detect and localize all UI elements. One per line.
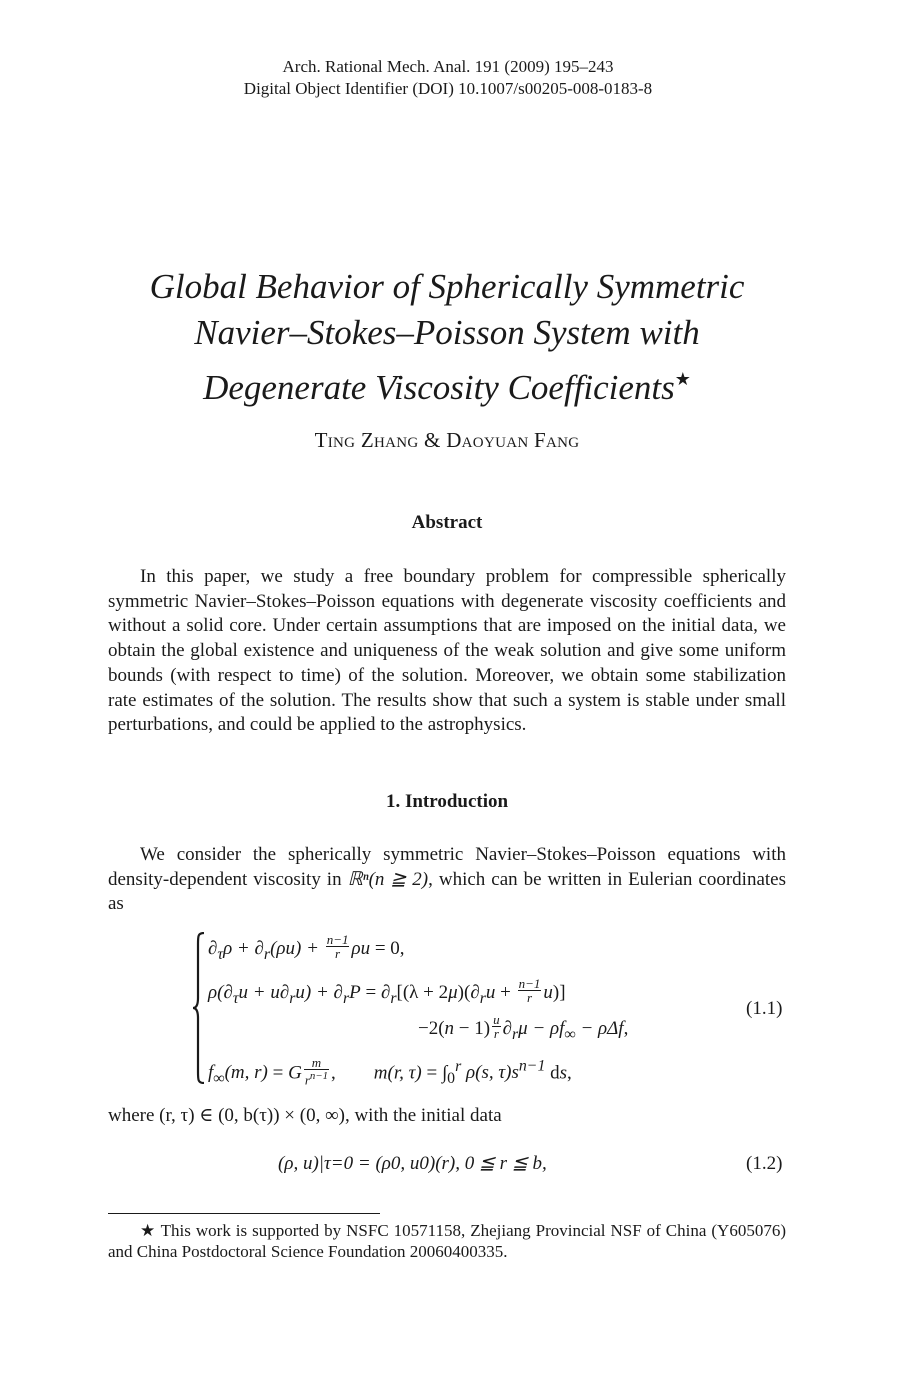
journal-header — [0, 56, 896, 100]
introduction-paragraph — [108, 843, 786, 917]
intro-inline-math: ℝⁿ(n ≧ 2) — [347, 868, 429, 890]
paper-title — [0, 264, 894, 411]
section-heading-introduction: 1. Introduction — [385, 791, 509, 812]
abstract-heading: Abstract — [411, 512, 483, 533]
title-line-3-text: Degenerate Viscosity Coefficients — [203, 368, 675, 407]
doi-line: Digital Object Identifier (DOI) 10.1007/s00205-008-0183-8 — [243, 79, 653, 98]
equation-number-1-2: (1.2) — [746, 1153, 783, 1174]
journal-citation: Arch. Rational Mech. Anal. 191 (2009) 195–243 — [282, 57, 614, 76]
footnote-divider — [108, 1213, 380, 1214]
footnote-mark: ★ — [140, 1221, 156, 1240]
equation-1-2: (ρ, u)|τ=0 = (ρ0, u0)(r), 0 ≦ r ≦ b, — [278, 1153, 547, 1174]
left-brace — [192, 932, 206, 1084]
author-list: Ting Zhang & Daoyuan Fang — [314, 428, 580, 452]
initial-data-sentence: where (r, τ) ∈ (0, b(τ)) × (0, ∞), with the initial data — [108, 1105, 502, 1126]
title-line-2: Navier–Stokes–Poisson System with — [194, 313, 700, 352]
intro-text-end: , which can be written in Eulerian coordinates as — [108, 868, 786, 915]
equation-line-gravity: $f_\infty(m$, r) = G $\frac{m}{r^{n-1}}$ , m(r, $\tau) = \int_0^r$ ρ(s, $\tau)s^{n-1}$ ds, — [208, 1054, 572, 1088]
title-line-1: Global Behavior of Spherically Symmetric — [149, 267, 745, 306]
title-footnote-mark: ★ — [674, 369, 691, 389]
footnote-text: This work is supported by NSFC 10571158, Zhejiang Provincial NSF of China (Y605076) and China Postdoctoral Science Foundation 20060400335. — [108, 1221, 786, 1261]
equation-number-1-1: (1.1) — [746, 998, 783, 1019]
equation-line-continuity: $\partial_\tau\rho + \partial_r(\rho u)$ + $\frac{n-1}{r}$ ρu = 0, — [208, 932, 405, 963]
equation-line-momentum: $\rho(\partial_\tau u + u\partial_ru) + \partial_rP = \partial_r[(\lambda + 2\mu)(\partial_ru$ + $\frac{n-1}{r}$ u)] — [208, 976, 566, 1007]
equation-1-1 — [192, 930, 712, 1088]
title-line-3 — [0, 356, 894, 411]
footnote — [108, 1220, 786, 1262]
abstract-text: In this paper, we study a free boundary problem for compressible spherically symmetric Navier–Stokes–Poisson equations with degenerate viscosity coefficients and without a solid core. Under certain assumptions that are imposed on the initial data, we obtain the global existence and uniqueness of the weak solution and give some uniform bounds (with respect to time) of the solution. Moreover, we obtain some stabilization rate estimates of the solution. The results show that such a system is stable under small perturbations, and could be applied to the astrophysics. — [108, 566, 786, 736]
intro-text-start: We consider the spherically symmetric Navier–Stokes–Poisson equations with density-dependent viscosity in — [108, 844, 786, 890]
equation-line-momentum-cont: −2(n − 1) $\frac{u}{r}$ $\partial_r\mu - \rho f_\infty - \rho\Delta f$, — [418, 1012, 629, 1043]
